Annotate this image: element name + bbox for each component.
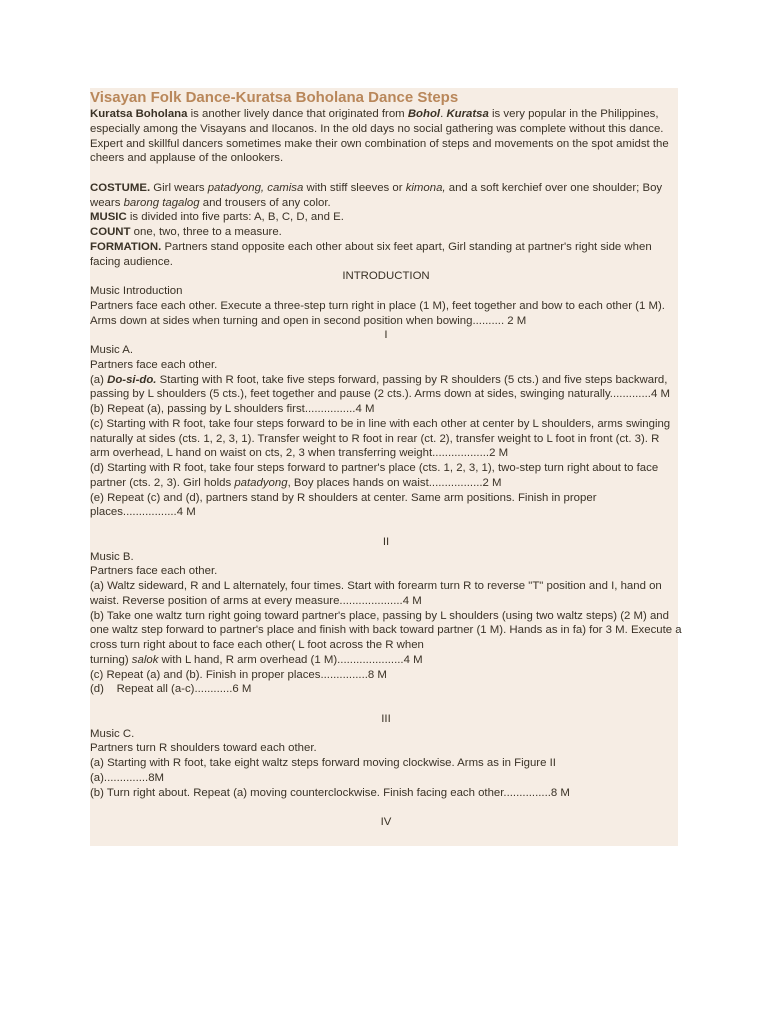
music-label: Music B. bbox=[90, 550, 134, 563]
costume-paragraph: COSTUME. Girl wears patadyong, camisa with stiff sleeves or kimona, and a soft kerchief over one shoulder; Boy wears barong tagalog and trousers of any color. bbox=[90, 181, 663, 209]
spacer bbox=[90, 800, 682, 815]
origin-place: Bohol bbox=[407, 108, 441, 120]
music-paragraph: MUSIC is divided into five parts: A, B, C, D, and E. bbox=[90, 211, 344, 224]
figure-lead: Partners face each other. bbox=[90, 358, 218, 371]
music-label: Music C. bbox=[90, 727, 135, 740]
step-a: (a) Waltz sideward, R and L alternately, four times. Start with forearm turn R to reverse "T" position and I, hand on waist. Reverse position of arms at every measure....................4 M bbox=[90, 580, 662, 607]
spacer bbox=[90, 520, 682, 535]
page-title: Visayan Folk Dance-Kuratsa Boholana Dance Steps bbox=[90, 89, 459, 106]
step-a: (a) Starting with R foot, take eight waltz steps forward moving clockwise. Arms as in Figure II bbox=[90, 757, 556, 769]
dance-name: Kuratsa Boholana bbox=[90, 108, 188, 120]
instruction-text: Partners face each other. Execute a three-step turn right in place (1 M), feet together and bow to each other (1 M). Arms down at sides when turning and open in second position when bowing.......... 2 M bbox=[90, 299, 665, 327]
step-b: (b) Turn right about. Repeat (a) moving counterclockwise. Finish facing each other...............8 M bbox=[90, 786, 570, 799]
step-c: (c) Repeat (a) and (b). Finish in proper places...............8 M bbox=[90, 668, 387, 681]
figure-numeral-4: IV bbox=[380, 816, 392, 828]
formation-paragraph: FORMATION. Partners stand opposite each other about six feet apart, Girl standing at partner's right side when facing audience. bbox=[90, 240, 652, 268]
music-label: Music A. bbox=[90, 344, 134, 356]
article bbox=[90, 89, 682, 830]
step-d: (d) Starting with R foot, take four steps forward to partner's place (cts. 1, 2, 3, 1), two-step turn right about to face partner (cts. 2, 3). Girl holds patadyong, Boy places hands on waist.................2 M bbox=[90, 462, 659, 489]
step-e: (e) Repeat (c) and (d), partners stand by R shoulders at center. Same arm positions. Finish in proper places.................4 M bbox=[90, 491, 597, 519]
step-a-continued: (a)..............8M bbox=[90, 771, 165, 784]
figure-lead: Partners turn R shoulders toward each other. bbox=[90, 742, 317, 755]
spacer bbox=[90, 697, 682, 712]
figure-numeral-3: III bbox=[381, 712, 391, 725]
intro-paragraph: Kuratsa Boholana is another lively dance that originated from Bohol. Kuratsa is very popular in the Philippines, especially among the Visayans and Ilocanos. In the old days no social gathering was complete without this dance. Expert and skillful dancers sometimes make their own combination of steps and movements on the spot amidst the cheers and applause of the onlookers. bbox=[90, 108, 669, 165]
section-heading-introduction: INTRODUCTION bbox=[342, 270, 430, 283]
count-paragraph: COUNT one, two, three to a measure. bbox=[90, 226, 282, 238]
figure-numeral-1: I bbox=[384, 329, 388, 342]
music-label: Music Introduction bbox=[90, 285, 183, 297]
step-a: (a) Do-si-do. Starting with R foot, take five steps forward, passing by R shoulders (5 cts.) and five steps backward, passing by L shoulders (5 cts.), feet together and pause (2 cts.). Arms down at sides, swinging naturally.............4 M bbox=[90, 373, 670, 401]
step-c: (c) Starting with R foot, take four steps forward to be in line with each other at center by L shoulders, arms swinging naturally at sides (cts. 1, 2, 3, 1). Transfer weight to R foot in rear (ct. 2), transfer weight to L foot in front (ct. 3). R arm overhead, L hand on waist on cts, 2, 3 when transferring weight..................2 M bbox=[90, 417, 671, 460]
step-d: (d) Repeat all (a-c)............6 M bbox=[90, 683, 252, 696]
step-b: (b) Take one waltz turn right going toward partner's place, passing by L shoulders (using two waltz steps) (2 M) and one waltz step forward to partner's place and finish with back toward partner (1 M). Hands as in fa) for 3 M. Execute a cross turn right about to face each other( L foot across the R when turning) salok with L hand, R arm overhead (1 M).....................4 M bbox=[90, 609, 682, 666]
step-b: (b) Repeat (a), passing by L shoulders first................4 M bbox=[90, 403, 375, 415]
figure-numeral-2: II bbox=[382, 535, 390, 548]
figure-lead: Partners face each other. bbox=[90, 565, 218, 578]
spacer bbox=[90, 166, 682, 181]
